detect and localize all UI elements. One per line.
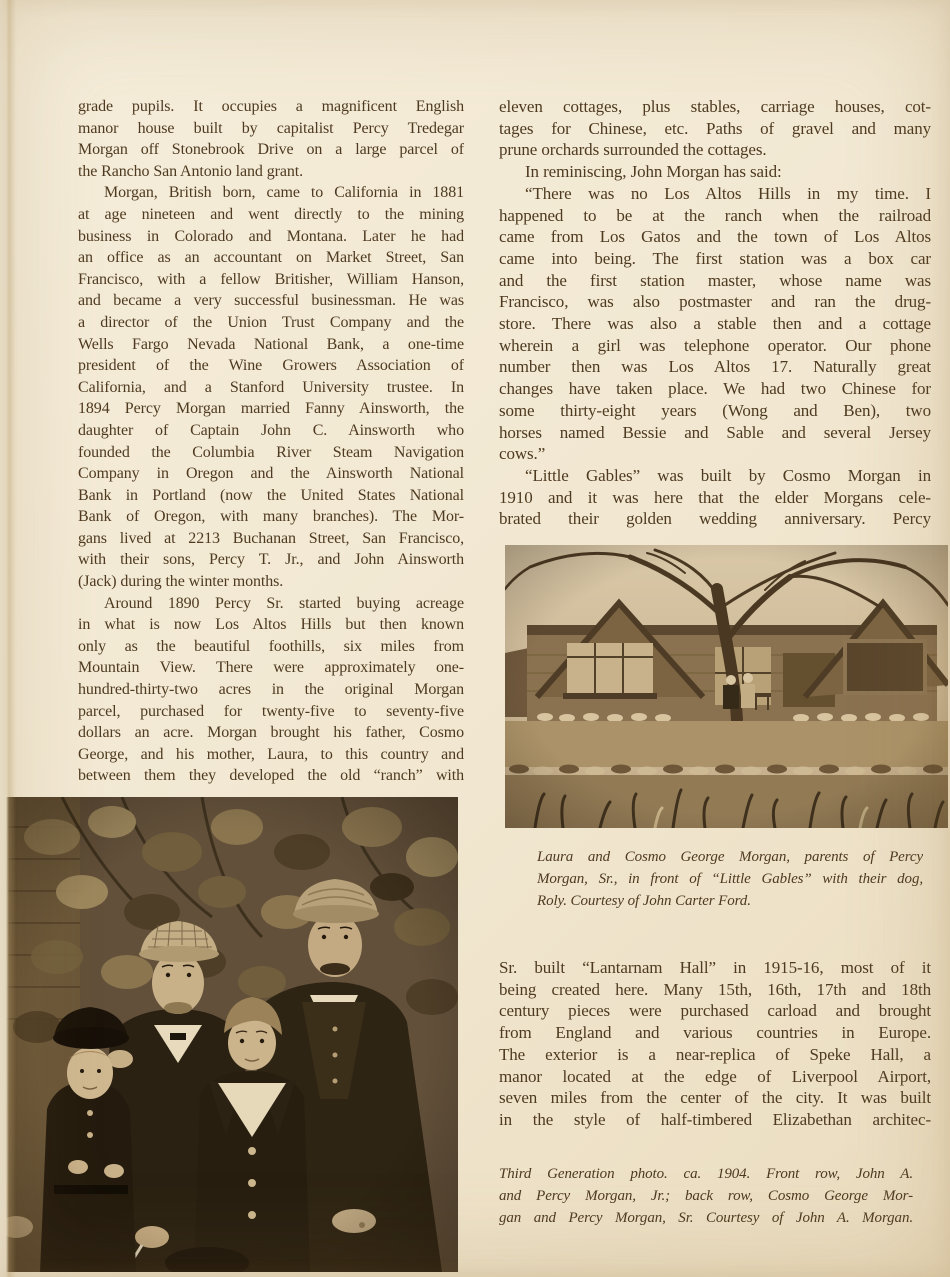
- text-line: in the style of half-timbered Elizabethan architec-: [499, 1109, 931, 1129]
- caption-little-gables: [537, 846, 923, 912]
- text-line: Third Generation photo. ca. 1904. Front row, John A.: [499, 1166, 913, 1182]
- text-line: only as the beautiful foothills, six miles from: [78, 637, 464, 655]
- text-line: (Jack) during the winter months.: [78, 573, 284, 591]
- paragraph: [537, 846, 923, 912]
- text-line: president of the Wine Growers Association of: [78, 357, 464, 375]
- text-line: eleven cottages, plus stables, carriage houses, cot-: [499, 97, 931, 116]
- text-line: manor located at the edge of Liverpool Airport,: [499, 1066, 931, 1086]
- text-line: century pieces were purchased carload and brought: [499, 1001, 931, 1021]
- photo-little-gables: [505, 545, 948, 828]
- text-line: daughter of Captain John C. Ainsworth who: [78, 421, 464, 439]
- text-line: came into being. The first station was a box car: [499, 248, 931, 268]
- text-line: gans lived at 2213 Buchanan Street, San Francisco,: [78, 529, 464, 547]
- text-line: manor house built by capitalist Percy Tredegar: [78, 119, 464, 137]
- text-line: horses named Bessie and Sable and several Jersey: [499, 422, 931, 442]
- photo-third-generation: [2, 797, 458, 1272]
- text-line: number then was Los Altos 17. Naturally great: [499, 357, 931, 377]
- text-line: Sr. built “Lantarnam Hall” in 1915-16, most of it: [499, 958, 931, 977]
- paragraph: [499, 96, 931, 161]
- paragraph: [499, 161, 931, 183]
- text-line: and Percy Morgan, Jr.; back row, Cosmo George Mor-: [499, 1188, 913, 1204]
- paragraph: [499, 1163, 913, 1229]
- text-line: some thirty-eight years (Wong and Ben), two: [499, 400, 931, 420]
- text-line: dollars an acre. Morgan brought his father, Cosmo: [78, 724, 464, 742]
- paragraph: [499, 183, 931, 465]
- text-line: Morgan, British born, came to California in 1881: [104, 184, 464, 202]
- text-line: hundred-thirty-two acres in the original Morgan: [78, 681, 464, 699]
- text-line: “Little Gables” was built by Cosmo Morgan in: [525, 465, 931, 485]
- text-line: changes have taken place. We had two Chinese for: [499, 379, 931, 399]
- text-line: being created here. Many 15th, 16th, 17th and 18th: [499, 979, 931, 999]
- right-text-column-top: [499, 96, 931, 530]
- text-line: Around 1890 Percy Sr. started buying acreage: [104, 594, 464, 612]
- text-line: business in Colorado and Montana. Later he had: [78, 227, 464, 245]
- text-line: founded the Columbia River Steam Navigation: [78, 443, 464, 461]
- text-line: store. There was also a stable then and a cottage: [499, 314, 931, 334]
- text-line: tages for Chinese, etc. Paths of gravel and many: [499, 118, 931, 138]
- caption-third-generation: [499, 1163, 913, 1229]
- paragraph: [499, 465, 931, 530]
- text-line: came from Los Gatos and the town of Los Altos: [499, 227, 931, 247]
- text-line: seven miles from the center of the city. It was built: [499, 1088, 931, 1108]
- text-line: with their sons, Percy T. Jr., and John Ainsworth: [78, 551, 464, 569]
- text-line: Roly. Courtesy of John Carter Ford.: [537, 893, 751, 909]
- text-line: parcel, purchased for twenty-five to seventy-five: [78, 702, 464, 720]
- text-line: an office as an accountant on Market Street, San: [78, 249, 464, 267]
- text-line: the Rancho San Antonio land grant.: [78, 162, 304, 180]
- text-line: Francisco, with a fellow Britisher, William Hanson,: [78, 270, 464, 288]
- text-line: from England and various countries in Europe.: [499, 1023, 931, 1043]
- text-line: 1910 and it was here that the elder Morgans cele-: [499, 487, 931, 507]
- text-line: grade pupils. It occupies a magnificent English: [78, 98, 464, 115]
- text-line: In reminiscing, John Morgan has said:: [525, 162, 782, 182]
- text-line: brated their golden wedding anniversary. Percy: [499, 509, 931, 529]
- text-line: Francisco, was also postmaster and ran the drug-: [499, 292, 931, 312]
- text-line: Morgan off Stonebrook Drive on a large parcel of: [78, 141, 464, 159]
- text-line: Wells Fargo Nevada National Bank, a one-time: [78, 335, 464, 353]
- left-text-column: [78, 96, 464, 787]
- text-line: a director of the Union Trust Company and the: [78, 313, 464, 331]
- text-line: Morgan, Sr., in front of “Little Gables” with their dog,: [537, 871, 923, 887]
- text-line: between them they developed the old “ranch” with: [78, 767, 464, 785]
- paragraph: [78, 182, 464, 592]
- text-line: Bank in Portland (now the United States National: [78, 486, 464, 504]
- text-line: happened to be at the ranch when the railroad: [499, 205, 931, 225]
- text-line: 1894 Percy Morgan married Fanny Ainsworth, the: [78, 400, 464, 418]
- text-line: and the first station master, whose name was: [499, 270, 931, 290]
- photo-third-generation-illustration: [2, 797, 458, 1272]
- text-line: Company in Oregon and the Ainsworth National: [78, 465, 464, 483]
- text-line: and became a very successful businessman. He was: [78, 292, 464, 310]
- paragraph: [499, 957, 931, 1131]
- text-line: California, and a Stanford University trustee. In: [78, 378, 464, 396]
- photo-little-gables-illustration: [505, 545, 948, 828]
- text-line: cows.”: [499, 444, 546, 464]
- text-line: in what is now Los Altos Hills but then known: [78, 616, 464, 634]
- text-line: The exterior is a near-replica of Speke Hall, a: [499, 1044, 931, 1064]
- text-line: Bank of Oregon, with many branches). The Mor-: [78, 508, 464, 526]
- paragraph: [78, 593, 464, 787]
- right-text-column-bottom: [499, 957, 931, 1131]
- text-line: Mountain View. There were approximately one-: [78, 659, 464, 677]
- text-line: prune orchards surrounded the cottages.: [499, 140, 767, 160]
- text-line: George, and his mother, Laura, to this country and: [78, 745, 464, 763]
- text-line: wherein a girl was telephone operator. Our phone: [499, 335, 931, 355]
- paragraph: [78, 96, 464, 182]
- text-line: “There was no Los Altos Hills in my time. I: [525, 183, 931, 203]
- text-line: gan and Percy Morgan, Sr. Courtesy of John A. Morgan.: [499, 1210, 913, 1226]
- text-line: at age nineteen and went directly to the mining: [78, 205, 464, 223]
- text-line: Laura and Cosmo George Morgan, parents of Percy: [537, 849, 923, 865]
